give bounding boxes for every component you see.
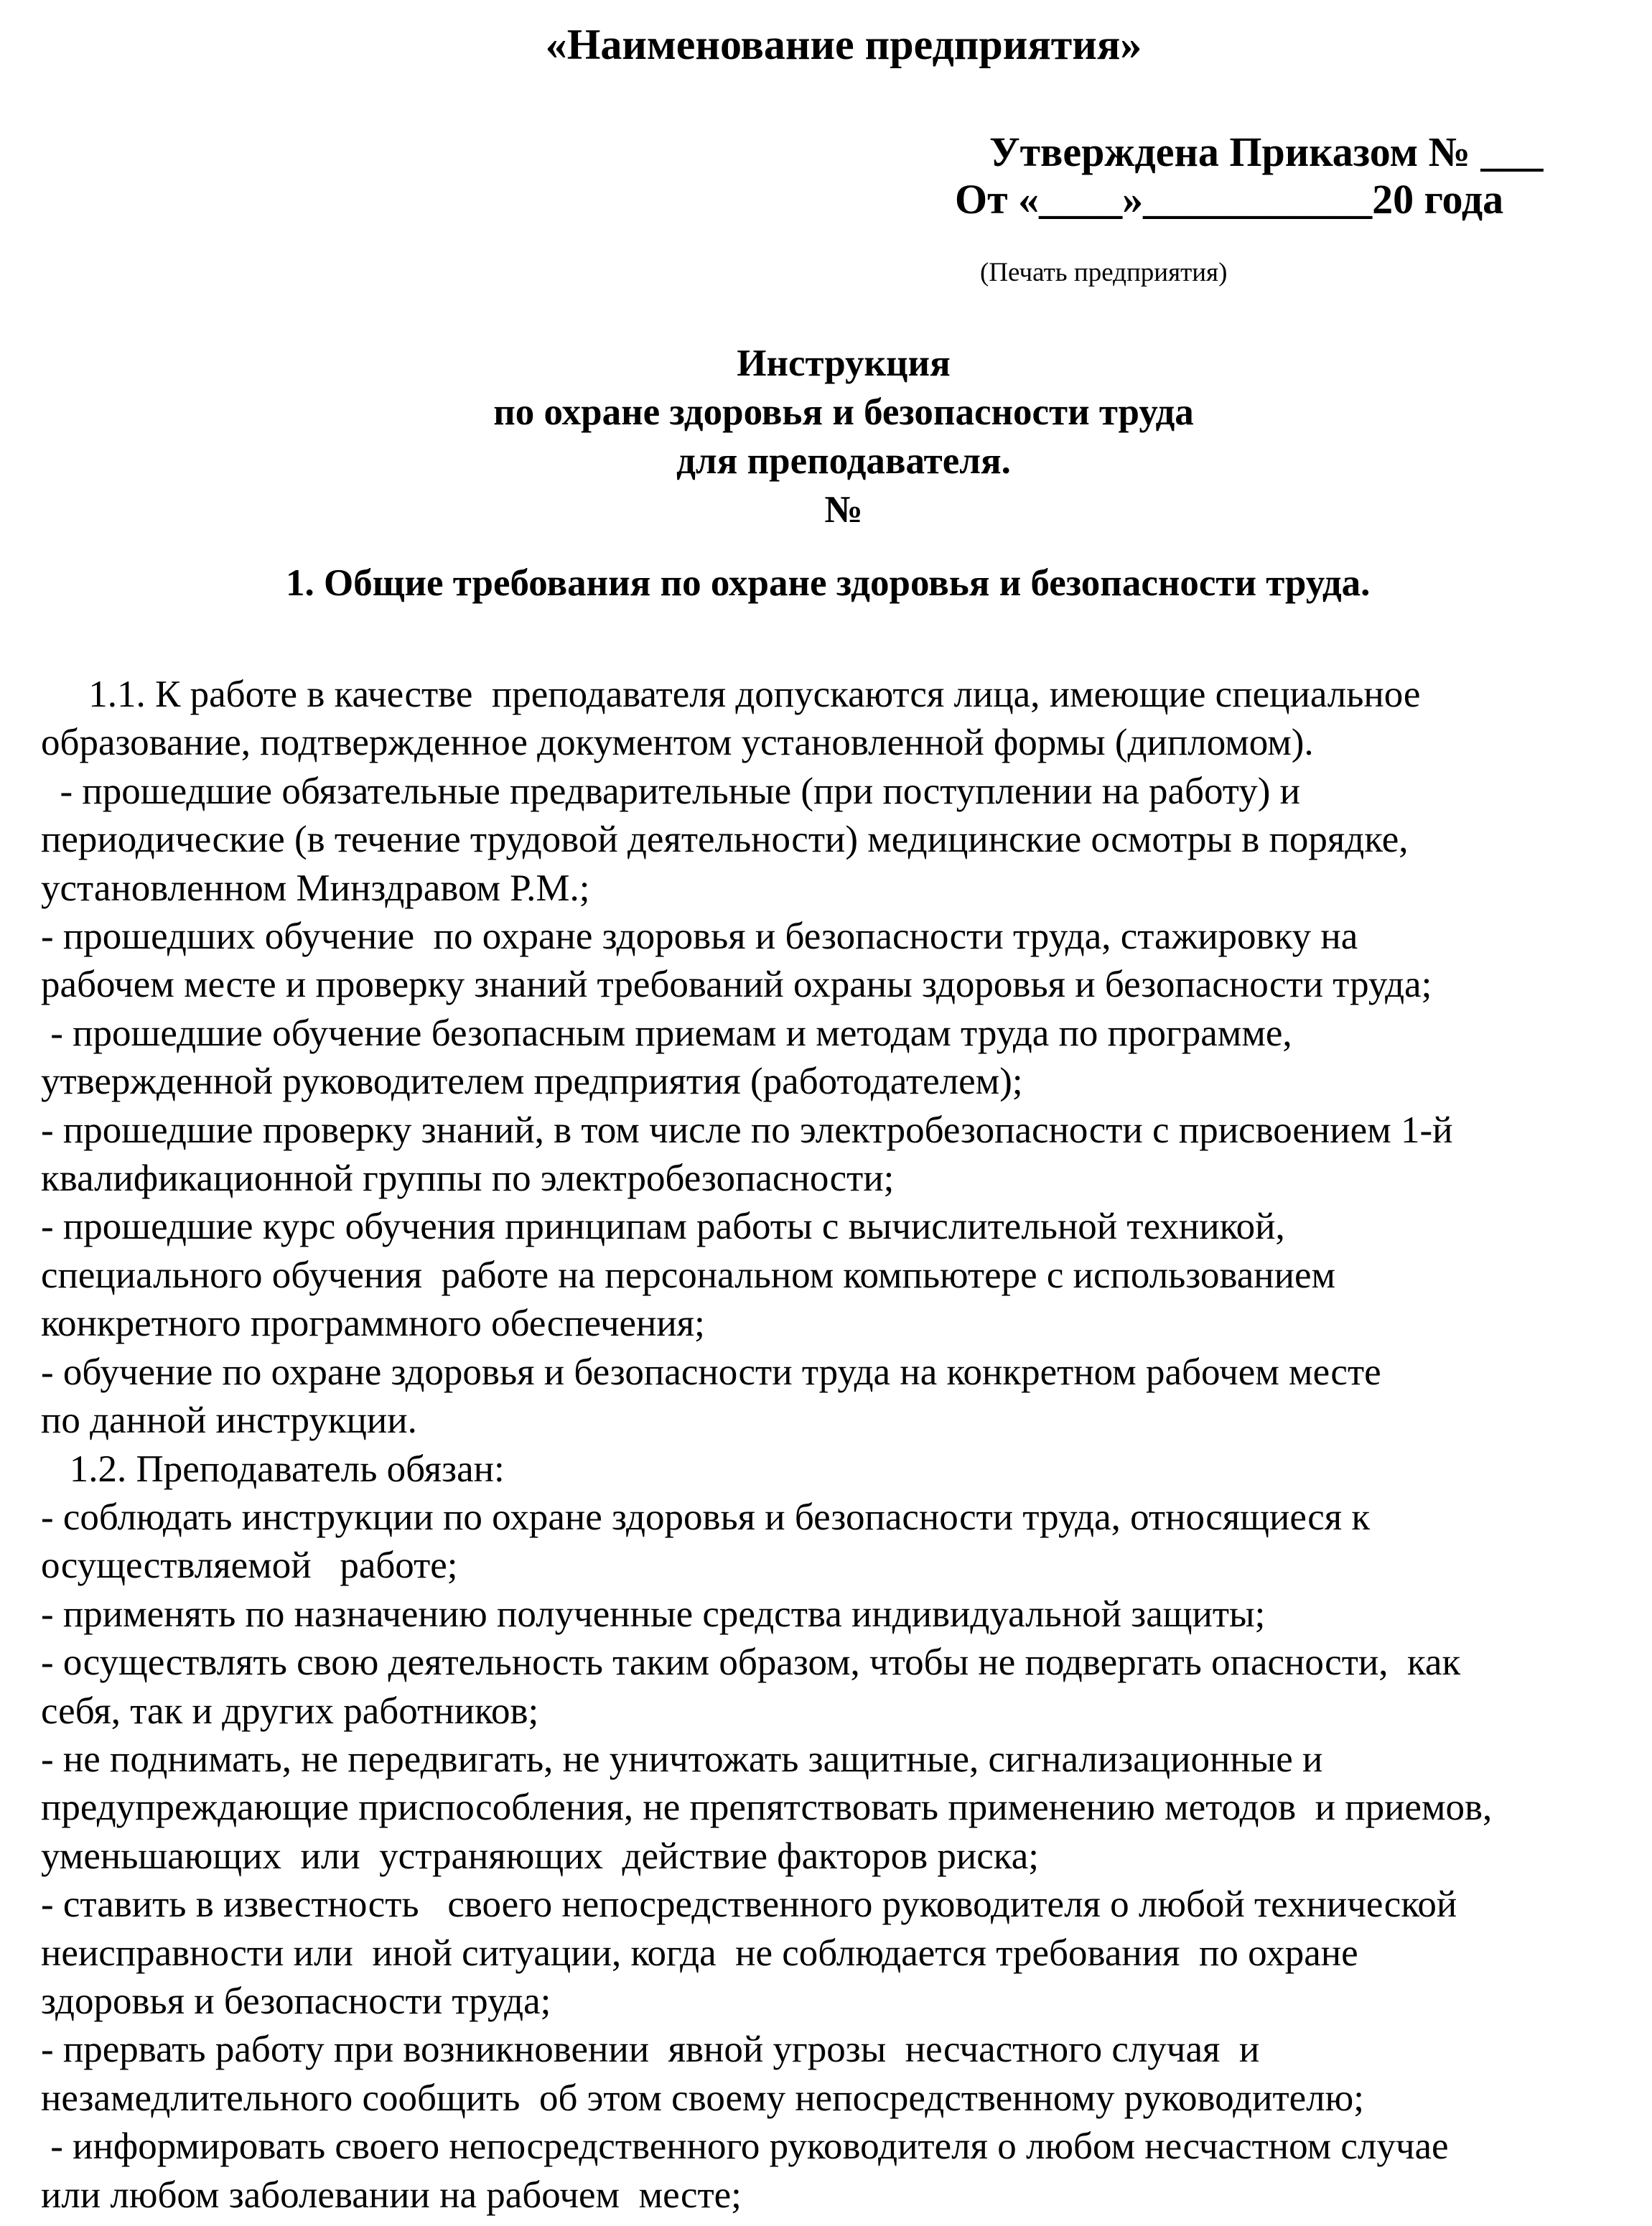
body-text-line: осуществляемой работе; <box>41 1545 458 1587</box>
body-text-line: - информировать своего непосредственного руководителя о любом несчастном случае <box>41 2125 1449 2168</box>
title-line-3: для преподавателя. <box>676 440 1011 482</box>
approval-date-line: От «____»___________20 года <box>955 176 1504 223</box>
body-text-line: - осуществлять свою деятельность таким образом, чтобы не подвергать опасности, как <box>41 1641 1461 1684</box>
body-text-line: - прошедшие обучение безопасным приемам и методам труда по программе, <box>41 1012 1292 1054</box>
body-text-line: - прошедшие обязательные предварительные (при поступлении на работу) и <box>41 770 1301 812</box>
body-text-line: периодические (в течение трудовой деятельности) медицинские осмотры в порядке, <box>41 819 1409 861</box>
body-text-line: - применять по назначению полученные средства индивидуальной защиты; <box>41 1593 1266 1635</box>
body-text-line: утвержденной руководителем предприятия (работодателем); <box>41 1061 1023 1103</box>
document-title <box>0 339 1652 534</box>
section-1-heading: 1. Общие требования по охране здоровья и безопасности труда. <box>286 562 1371 604</box>
body-text-line: - обучение по охране здоровья и безопасности труда на конкретном рабочем месте <box>41 1351 1381 1393</box>
body-text-line: 1.1. К работе в качестве преподавателя допускаются лица, имеющие специальное <box>41 674 1421 715</box>
body-text-line: 1.2. Преподаватель обязан: <box>41 1448 505 1490</box>
body-text-line: по данной инструкции. <box>41 1400 417 1442</box>
approval-order-line: Утверждена Приказом № ___ <box>989 129 1544 175</box>
body-text-line: себя, так и других работников; <box>41 1690 539 1732</box>
title-number: № <box>824 489 863 531</box>
body-text-line: образование, подтвержденное документом установленной формы (дипломом). <box>41 722 1314 764</box>
body-text-line: рабочем месте и проверку знаний требований охраны здоровья и безопасности труда; <box>41 964 1432 1006</box>
body-text-line: конкретного программного обеспечения; <box>41 1303 705 1345</box>
body-text-line: - ставить в известность своего непосредственного руководителя о любой технической <box>41 1883 1457 1926</box>
body-text-line: здоровья и безопасности труда; <box>41 1980 551 2022</box>
title-line-2: по охране здоровья и безопасности труда <box>493 391 1194 433</box>
body-text-line: - не поднимать, не передвигать, не уничтожать защитные, сигнализационные и <box>41 1738 1323 1780</box>
body-text-line: - соблюдать инструкции по охране здоровья и безопасности труда, относящиеся к <box>41 1496 1371 1538</box>
body-text-line: квалификационной группы по электробезопасности; <box>41 1158 895 1200</box>
body-text-line: - прошедшие курс обучения принципам работы с вычислительной техникой, <box>41 1206 1285 1248</box>
organization-name: «Наименование предприятия» <box>545 21 1142 68</box>
body-text-line: - прервать работу при возникновении явной угрозы несчастного случая и <box>41 2029 1260 2071</box>
section-1-body <box>41 671 1649 2220</box>
body-text-line: неисправности или иной ситуации, когда не соблюдается требования по охране <box>41 1932 1358 1974</box>
body-text-line: установленном Минздравом Р.М.; <box>41 867 590 909</box>
body-text-line: незамедлительного сообщить об этом своему непосредственному руководителю; <box>41 2077 1364 2119</box>
seal-note: (Печать предприятия) <box>980 258 1228 287</box>
body-text-line: - прошедшие проверку знаний, в том числе по электробезопасности с присвоением 1-й <box>41 1109 1453 1151</box>
body-text-line: специального обучения работе на персональном компьютере с использованием <box>41 1254 1336 1296</box>
body-text-line: предупреждающие приспособления, не препятствовать применению методов и приемов, <box>41 1787 1493 1829</box>
body-text-line: - прошедших обучение по охране здоровья и безопасности труда, стажировку на <box>41 916 1358 958</box>
body-text-line: уменьшающих или устраняющих действие факторов риска; <box>41 1835 1039 1877</box>
body-text-line: или любом заболевании на рабочем месте; <box>41 2174 742 2216</box>
title-line-1: Инструкция <box>737 343 951 384</box>
